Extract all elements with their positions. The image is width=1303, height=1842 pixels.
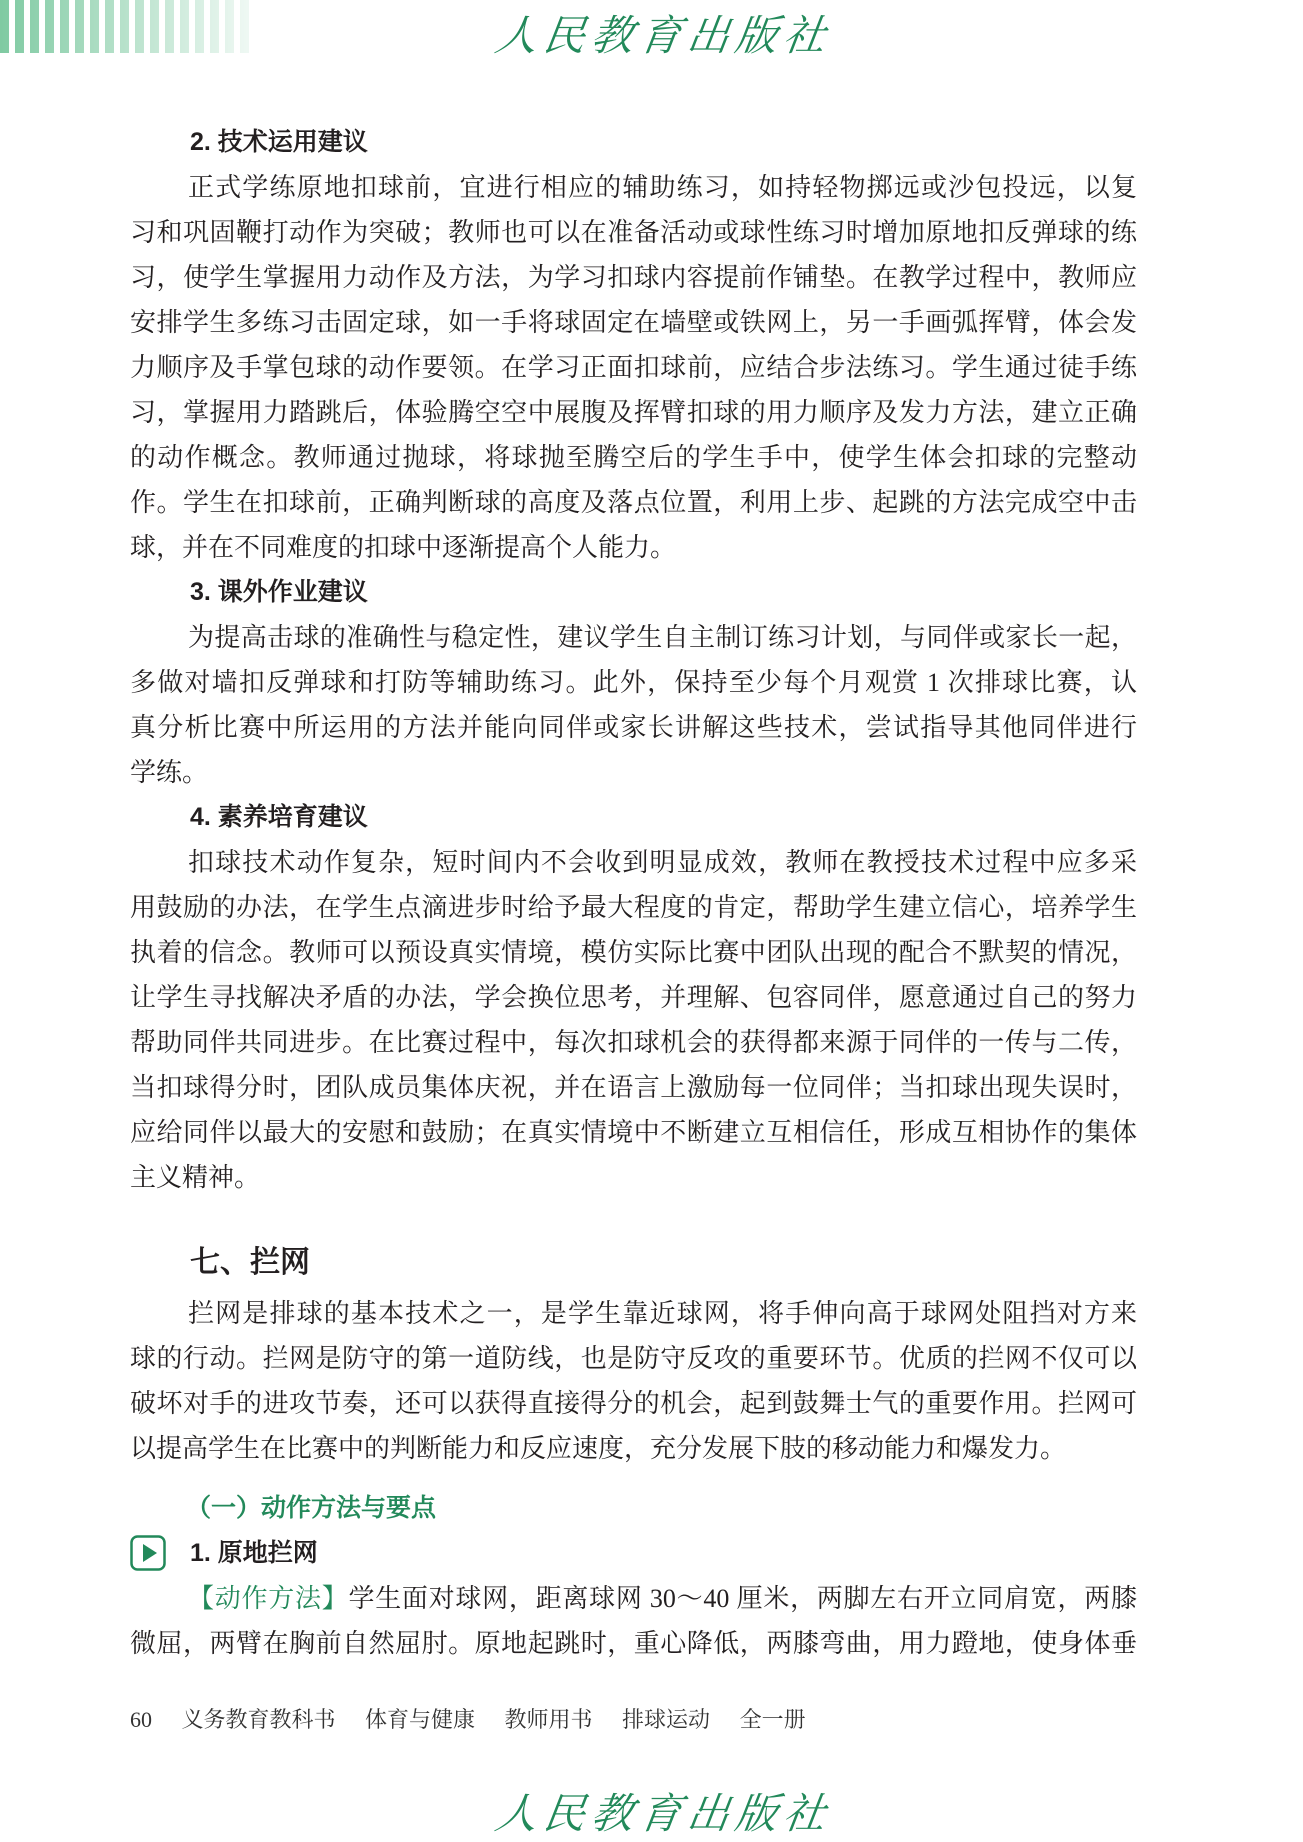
paragraph-line: 扣球技术动作复杂，短时间内不会收到明显成效，教师在教授技术过程中应多采	[188, 848, 1137, 877]
section-heading-literacy: 4. 素养培育建议	[190, 803, 368, 831]
paragraph-line: 安排学生多练习击固定球，如一手将球固定在墙壁或铁网上，另一手画弧挥臂，体会发	[130, 308, 1137, 337]
item-heading-row	[130, 1531, 1137, 1576]
paragraph-line: 执着的信念。教师可以预设真实情境，模仿实际比赛中团队出现的配合不默契的情况，	[130, 938, 1137, 967]
footer-book-series: 义务教育教科书	[181, 1707, 336, 1732]
footer-topic: 排球运动	[622, 1707, 711, 1732]
paragraph-line: 学练。	[130, 758, 209, 787]
page-footer	[130, 1698, 830, 1742]
paragraph-line: 力顺序及手掌包球的动作要领。在学习正面扣球前，应结合步法练习。学生通过徒手练	[130, 353, 1137, 382]
paragraph-line: 当扣球得分时，团队成员集体庆祝，并在语言上激励每一位同伴；当扣球出现失误时，	[130, 1073, 1137, 1102]
paragraph-line: 主义精神。	[130, 1163, 261, 1192]
paragraph-text: 学生面对球网，距离球网 30～40 厘米，两脚左右开立同肩宽，两膝	[348, 1584, 1137, 1613]
publisher-logo-top: 人民教育出版社	[492, 11, 836, 60]
paragraph-line: 作。学生在扣球前，正确判断球的高度及落点位置，利用上步、起跳的方法完成空中击	[130, 488, 1137, 517]
paragraph-line: 习，掌握用力踏跳后，体验腾空空中展腹及挥臂扣球的用力顺序及发力方法，建立正确	[130, 398, 1137, 427]
item-heading: 1. 原地拦网	[190, 1539, 318, 1567]
paragraph-line: 微屈，两臂在胸前自然屈肘。原地起跳时，重心降低，两膝弯曲，用力蹬地，使身体垂	[130, 1629, 1137, 1658]
footer-subject: 体育与健康	[365, 1707, 476, 1732]
method-tag: 【动作方法】	[188, 1584, 349, 1613]
paragraph-line: 球，并在不同难度的扣球中逐渐提高个人能力。	[130, 533, 677, 562]
paragraph-line	[130, 1576, 1137, 1621]
paragraph-line: 帮助同伴共同进步。在比赛过程中，每次扣球机会的获得都来源于同伴的一传与二传，	[130, 1028, 1137, 1057]
paragraph-line: 以提高学生在比赛中的判断能力和反应速度，充分发展下肢的移动能力和爆发力。	[130, 1434, 1067, 1463]
chapter-heading-blocking: 七、拦网	[190, 1246, 310, 1279]
subsection-heading: （一）动作方法与要点	[186, 1494, 437, 1522]
play-icon[interactable]	[130, 1535, 166, 1571]
paragraph-line: 为提高击球的准确性与稳定性，建议学生自主制订练习计划，与同伴或家长一起，	[188, 623, 1137, 652]
paragraph-line: 多做对墙扣反弹球和打防等辅助练习。此外，保持至少每个月观赏 1 次排球比赛，认	[130, 668, 1137, 697]
header-stripes	[0, 0, 250, 53]
paragraph-line: 破坏对手的进攻节奏，还可以获得直接得分的机会，起到鼓舞士气的重要作用。拦网可	[130, 1389, 1137, 1418]
paragraph-line: 习和巩固鞭打动作为突破；教师也可以在准备活动或球性练习时增加原地扣反弹球的练	[130, 218, 1137, 247]
footer-volume: 全一册	[739, 1707, 806, 1732]
paragraph-line: 拦网是排球的基本技术之一，是学生靠近球网，将手伸向高于球网处阻挡对方来	[188, 1299, 1137, 1328]
section-heading-tech-use: 2. 技术运用建议	[190, 128, 368, 156]
paragraph-line: 应给同伴以最大的安慰和鼓励；在真实情境中不断建立互相信任，形成互相协作的集体	[130, 1118, 1137, 1147]
paragraph-line: 真分析比赛中所运用的方法并能向同伴或家长讲解这些技术，尝试指导其他同伴进行	[130, 713, 1137, 742]
page-number: 60	[130, 1707, 152, 1732]
footer-book-type: 教师用书	[504, 1707, 593, 1732]
publisher-logo-bottom: 人民教育出版社	[492, 1789, 836, 1838]
page-body	[130, 120, 1137, 1666]
paragraph-line: 正式学练原地扣球前，宜进行相应的辅助练习，如持轻物掷远或沙包投远，以复	[188, 173, 1137, 202]
paragraph-line: 的动作概念。教师通过抛球，将球抛至腾空后的学生手中，使学生体会扣球的完整动	[130, 443, 1137, 472]
section-heading-homework: 3. 课外作业建议	[190, 578, 368, 606]
paragraph-line: 球的行动。拦网是防守的第一道防线，也是防守反攻的重要环节。优质的拦网不仅可以	[130, 1344, 1137, 1373]
paragraph-line: 习，使学生掌握用力动作及方法，为学习扣球内容提前作铺垫。在教学过程中，教师应	[130, 263, 1137, 292]
paragraph-line: 用鼓励的办法，在学生点滴进步时给予最大程度的肯定，帮助学生建立信心，培养学生	[130, 893, 1137, 922]
paragraph-line: 让学生寻找解决矛盾的办法，学会换位思考，并理解、包容同伴，愿意通过自己的努力	[130, 983, 1137, 1012]
